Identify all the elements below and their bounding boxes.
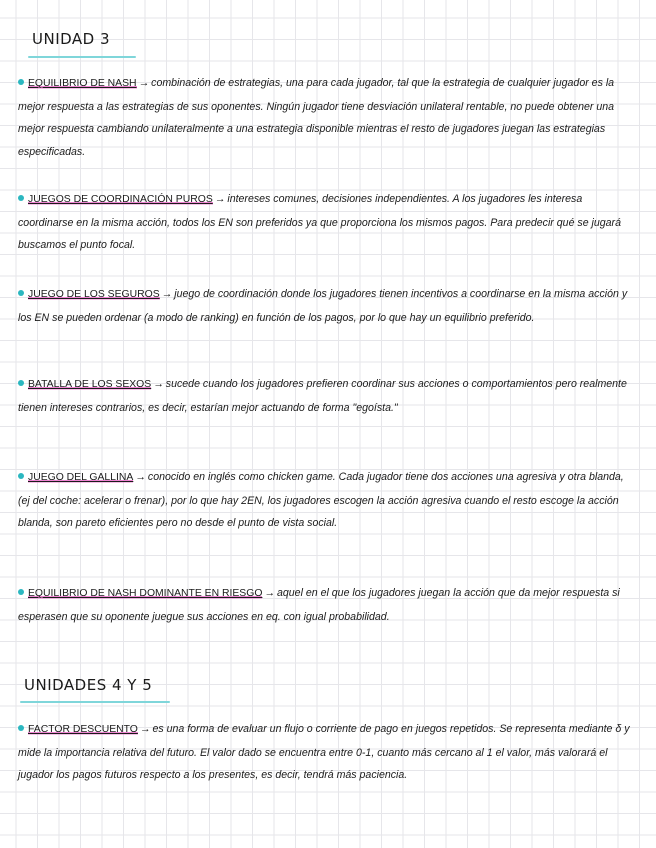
bullet-icon xyxy=(18,195,24,201)
bullet-icon xyxy=(18,589,24,595)
arrow-icon: → xyxy=(214,193,226,205)
arrow-icon: → xyxy=(138,77,150,89)
note-term: EQUILIBRIO DE NASH xyxy=(28,78,137,89)
note-term: BATALLA DE LOS SEXOS xyxy=(28,379,152,390)
arrow-icon: → xyxy=(264,587,275,599)
unit-3-heading-underline xyxy=(28,56,136,58)
note-entry-equilibrio-nash xyxy=(18,72,634,163)
note-description: intereses comunes, decisiones independientes. A los jugadores les interesa coordinarse en la misma acción, todos los EN son preferidos ya que proporciona los mismos pagos. Para predecir qué se jugará buscamos el punto focal. xyxy=(18,193,621,251)
note-entry-juego-gallina xyxy=(18,466,634,535)
note-entry-juego-seguros xyxy=(18,283,634,329)
note-term: JUEGO DEL GALLINA xyxy=(28,472,134,483)
note-term: EQUILIBRIO DE NASH DOMINANTE EN RIESGO xyxy=(28,588,263,599)
unit-4-5-heading: UNIDADES 4 Y 5 xyxy=(24,676,153,694)
bullet-icon xyxy=(18,79,24,85)
note-entry-batalla-sexos xyxy=(18,373,634,419)
note-description: juego de coordinación donde los jugadores tienen incentivos a coordinarse en la misma acción y los EN se pueden ordenar (a modo de ranking) en función de los pagos, por lo que hay un equilibrio preferido. xyxy=(18,288,628,324)
bullet-icon xyxy=(18,290,24,296)
note-description: combinación de estrategias, una para cada jugador, tal que la estrategia de cualquier jugador es la mejor respuesta a las estrategias de sus oponentes. Ningún jugador tiene desviación unilateral rentable, no puede obtener una mejor respuesta cambiando unilateralmente a una estrategia disponible mientras el resto de jugadores juegan las estrategias especificadas. xyxy=(18,77,615,158)
note-term: FACTOR DESCUENTO xyxy=(28,724,138,735)
note-entry-factor-descuento xyxy=(18,718,634,787)
note-entry-juegos-coordinacion-puros xyxy=(18,188,634,257)
arrow-icon: → xyxy=(135,471,146,483)
note-description: conocido en inglés como chicken game. Cada jugador tiene dos acciones una agresiva y otra blanda, (ej del coche: acelerar o frenar), por lo que hay 2EN, los jugadores escogen la acción agresiva cuando el resto escoge la acción blanda, son pareto eficientes pero no desde el punto de vista social. xyxy=(18,471,624,529)
note-description: es una forma de evaluar un flujo o corriente de pago en juegos repetidos. Se representa mediante δ y mide la importancia relativa del futuro. El valor dado se encuentra entre 0-1, cuanto más cercano al 1 el valor, más valorará el jugador los pagos futuros respecto a los presentes, es decir, tendrá más paciencia. xyxy=(18,723,630,781)
note-term: JUEGOS DE COORDINACIÓN PUROS xyxy=(28,194,213,205)
arrow-icon: → xyxy=(153,378,164,390)
note-description: sucede cuando los jugadores prefieren coordinar sus acciones o comportamientos pero realmente tienen intereses contrarios, es decir, estarían mejor actuando de forma "egoísta." xyxy=(18,378,627,414)
bullet-icon xyxy=(18,380,24,386)
bullet-icon xyxy=(18,473,24,479)
unit-4-5-heading-underline xyxy=(20,701,170,703)
note-description: aquel en el que los jugadores juegan la acción que da mejor respuesta si esperasen que su oponente juegue sus acciones en eq. con igual probabilidad. xyxy=(18,587,620,623)
arrow-icon: → xyxy=(139,723,151,735)
bullet-icon xyxy=(18,725,24,731)
arrow-icon: → xyxy=(161,288,173,300)
unit-3-heading: UNIDAD 3 xyxy=(32,30,111,48)
note-entry-equilibrio-nash-dominante-riesgo xyxy=(18,582,634,628)
note-term: JUEGO DE LOS SEGUROS xyxy=(28,289,160,300)
